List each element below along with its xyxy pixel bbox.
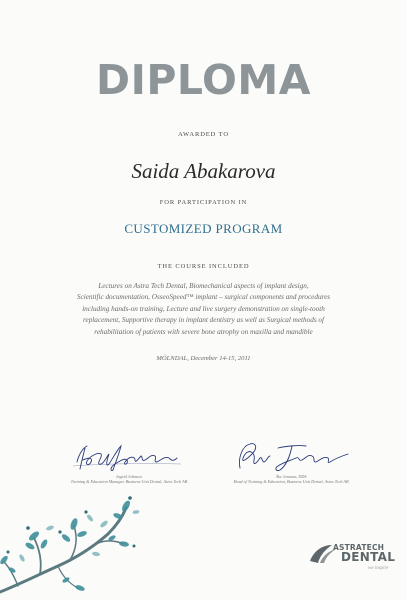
description-line: including hands-on training, Lecture and live surgery demonstration on single-tooth [82,304,325,313]
place-and-date: MÖLNDAL, December 14-15, 2011 [156,355,251,362]
decorative-branch-illustration [0,488,150,600]
recipient-name: Saida Abakarova [131,159,276,183]
logo-tagline: we inspire [368,566,389,571]
astra-tech-dental-logo [308,541,398,581]
course-included-label: THE COURSE INCLUDED [157,263,250,270]
description-line: Lectures on Astra Tech Dental, Biomechanical aspects of implant design, [98,282,309,290]
handwritten-signature-right [226,438,356,474]
signatory-role-left: Training & Education Manager, Business Unit Dental, Astra Tech AB [70,479,188,484]
handwritten-signature-left [69,440,189,474]
awarded-to-label: AWARDED TO [177,131,230,138]
participation-label: FOR PARTICIPATION IN [159,199,248,206]
program-name: CUSTOMIZED PROGRAM [124,221,283,236]
signatory-role-right: Head of Training & Education, Business Unit Dental, Astra Tech AB [233,479,349,484]
description-line: rehabilitation of patients with severe bone atrophy on maxilla and mandible [94,327,313,336]
description-line: Scientific documentation, OsseoSpeed™ implant – surgical components and procedures [76,293,331,302]
diploma-title: DIPLOMA [96,56,311,104]
signature-block-right [216,438,366,484]
course-description [52,281,355,338]
description-line: replacement, Supportive therapy in implant dentistry as well as Surgical methods of [82,316,324,325]
signature-block-left [54,440,204,484]
signatory-name-left: Ingrid Johnson [116,474,142,479]
logo-line-1: ASTRATECH [333,543,385,552]
signatory-name-right: Åke Jonsson, DDS [275,474,307,479]
logo-line-2: DENTAL [341,550,396,564]
